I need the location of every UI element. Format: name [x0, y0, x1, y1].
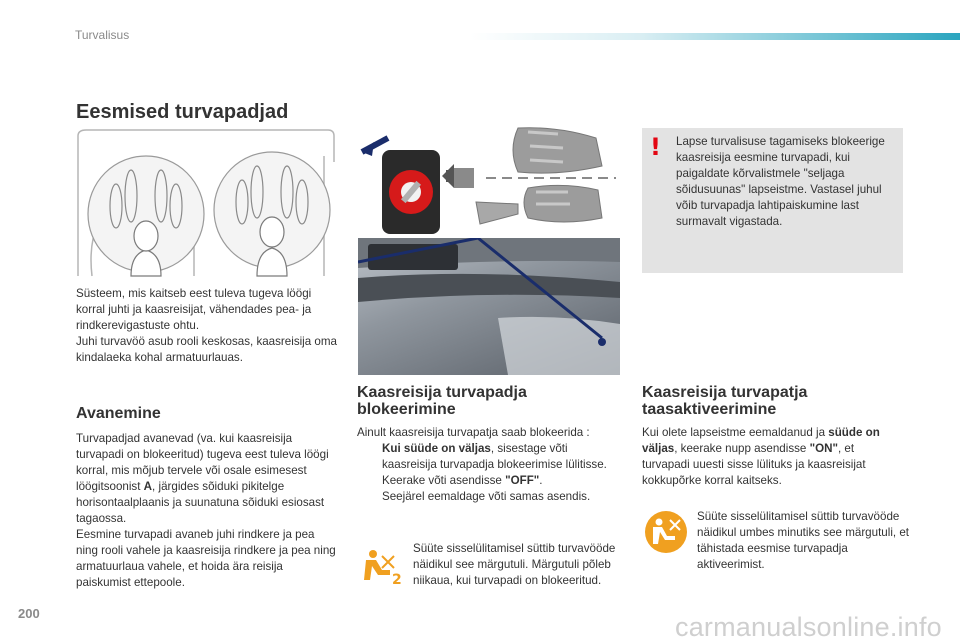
deactivation-indicator-note: Süüte sisselülitamisel süttib turvavööde näidikul see märgutuli. Märgutuli põleb niikaua, kui turvapadi on blokeeritud.: [413, 542, 616, 587]
deactivation-heading: Kaasreisija turvapadja blokeerimine: [357, 384, 527, 418]
step2-text: Keerake võti asendisse: [382, 474, 506, 487]
intro-paragraph: Süsteem, mis kaitseb eest tuleva tugeva löögi korral juhti ja kaasreisijat, vähendades pea- ja rindkerevigastuste ohtu. Juhi turvavöö asub rooli keskosas, kaasreisija oma kindalaeka kohal armatuurlauas.: [76, 287, 337, 364]
deactivation-steps: [357, 441, 612, 505]
page-title: Eesmised turvapadjad: [76, 101, 289, 123]
list-item: [357, 489, 612, 505]
reactivation-indicator-note: Süüte sisselülitamisel süttib turvavööde näidikul umbes minutiks see märgutuli, et tähistada eesmise turvapadja aktiveerimist.: [697, 510, 910, 571]
watermark: carmanualsonline.info: [675, 612, 942, 642]
deactivation-intro: Ainult kaasreisija turvapatja saab blokeerida :: [357, 426, 590, 439]
step1-bold: Kui süüde on väljas: [382, 442, 491, 455]
list-item: [357, 441, 612, 473]
zone-a-label: A: [143, 480, 153, 493]
reactivation-paragraph: [642, 425, 904, 489]
reactivation-text-pre: Kui olete lapseistme eemaldanud ja: [642, 426, 829, 439]
svg-text:2: 2: [392, 572, 402, 586]
header-accent-line: [470, 33, 960, 40]
step2-post: .: [539, 474, 543, 487]
step1-text: , sisestage võti kaasreisija turvapadja blokeerimise lülitisse.: [382, 442, 607, 471]
section-header: Turvalisus: [75, 28, 130, 42]
key-switch-illustration: [358, 126, 620, 250]
reactivation-bold-ignition: süüde on väljas: [642, 426, 880, 455]
opening-text-part2: , järgides sõiduki pikitelge horisontaalplaanis ja suunatuna sõiduki esiosast tagaossa. Eesmine turvapadi avaneb juhi rindkere ja pea ning rooli vahele ja kaasreisija rindkere ja pea ning armatuurlaua vahele, et hoida ära reisija paiskumist ettepoole.: [76, 480, 336, 589]
reactivation-heading: Kaasreisija turvapatja taasaktiveerimine: [642, 384, 808, 418]
warning-text: Lapse turvalisuse tagamiseks blokeerige kaasreisija eesmine turvapadi, kui paigaldate kõrvalistmele "seljaga sõidusuunas" lapseistme. Vastasel juhul võib turvapadja lahtipaiskumine last surmavalt vigastada.: [676, 135, 885, 228]
step2-bold: "OFF": [505, 474, 540, 487]
step3-text: Seejärel eemaldage võti samas asendis.: [382, 490, 591, 503]
airbag-zones-illustration: [76, 126, 338, 278]
dashboard-photo-overlay: [358, 238, 620, 375]
opening-heading: Avanemine: [76, 405, 161, 422]
list-item: [357, 473, 612, 489]
opening-paragraph: [76, 431, 338, 591]
page-number: 200: [18, 606, 40, 621]
reactivation-text-post: , et turvapadi uuesti sisse lülituks ja kaasreisijat kokkupõrke korral kaitseks.: [642, 442, 866, 487]
reactivation-text-mid: , keerake nupp asendisse: [674, 442, 810, 455]
opening-text-part1: Turvapadjad avanevad (va. kui kaasreisija turvapadi on blokeeritud) tugeva eest tuleva löögi korral, mis mõjub tervele või osale esimesest löögitsoonist: [76, 432, 329, 493]
airbag-off-indicator-icon: [360, 546, 406, 586]
airbag-on-indicator-icon: [644, 510, 688, 554]
reactivation-bold-on: "ON": [809, 442, 838, 455]
warning-exclamation-icon: !: [650, 133, 661, 161]
